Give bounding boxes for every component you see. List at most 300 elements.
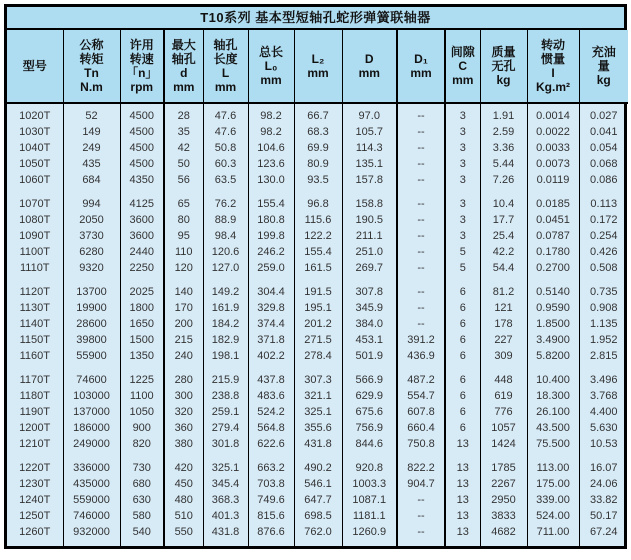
table-row [7, 228, 628, 244]
cell: 307.3 [294, 372, 342, 388]
cell: 0.054 [579, 140, 628, 156]
cell: 13 [445, 508, 480, 524]
cell: 1.135 [579, 316, 628, 332]
cell: 13 [445, 524, 480, 540]
cell: 50.8 [203, 140, 248, 156]
cell: 120.6 [203, 244, 248, 260]
cell: 68.3 [294, 124, 342, 140]
cell: -- [397, 284, 445, 300]
cell: 566.9 [342, 372, 397, 388]
cell: 360 [164, 420, 203, 436]
cell: 711.00 [527, 524, 579, 540]
column-header: 型号 [7, 30, 63, 103]
table-row [7, 404, 628, 420]
cell: 391.2 [397, 332, 445, 348]
cell: 249 [63, 140, 120, 156]
cell: 932000 [63, 524, 120, 540]
cell: 1220T [19, 462, 51, 474]
cell: 629.9 [342, 388, 397, 404]
cell: 371.8 [248, 332, 294, 348]
cell: 26.100 [527, 404, 579, 420]
cell: 3 [445, 124, 480, 140]
cell: 480 [164, 492, 203, 508]
cell: 6 [445, 300, 480, 316]
cell: 50 [164, 156, 203, 172]
cell: 42 [164, 140, 203, 156]
cell: 0.027 [579, 108, 628, 124]
cell: 1180T [19, 390, 50, 402]
table-row [7, 420, 628, 436]
cell: 1140T [19, 318, 50, 330]
cell: 0.2700 [527, 260, 579, 276]
cell: 13 [445, 460, 480, 476]
cell: 2440 [120, 244, 164, 260]
cell: -- [397, 508, 445, 524]
cell: 10.4 [480, 196, 527, 212]
cell: 1003.3 [342, 476, 397, 492]
cell: 6 [445, 388, 480, 404]
cell: 5 [445, 244, 480, 260]
cell: 345.4 [203, 476, 248, 492]
cell: 76.2 [203, 196, 248, 212]
cell: -- [397, 108, 445, 124]
cell: 680 [120, 476, 164, 492]
cell: 259.1 [203, 404, 248, 420]
cell: 1100 [120, 388, 164, 404]
cell: 110 [164, 244, 203, 260]
cell: 309 [480, 348, 527, 364]
cell: 259.0 [248, 260, 294, 276]
cell: 355.6 [294, 420, 342, 436]
cell: 80.9 [294, 156, 342, 172]
cell: 6 [445, 404, 480, 420]
cell: 776 [480, 404, 527, 420]
cell: 1090T [19, 230, 51, 242]
cell: 0.086 [579, 172, 628, 188]
cell: 524.00 [527, 508, 579, 524]
cell: 238.8 [203, 388, 248, 404]
cell: 1057 [480, 420, 527, 436]
table-row [7, 156, 628, 172]
table-row [7, 476, 628, 492]
cell: 25.4 [480, 228, 527, 244]
table-row [7, 508, 628, 524]
cell: 0.254 [579, 228, 628, 244]
cell: 904.7 [397, 476, 445, 492]
cell: 2950 [480, 492, 527, 508]
cell: 420 [164, 460, 203, 476]
cell: 184.2 [203, 316, 248, 332]
cell: 13 [445, 436, 480, 452]
cell: 278.4 [294, 348, 342, 364]
cell: 2025 [120, 284, 164, 300]
cell: 155.4 [248, 196, 294, 212]
cell: 56 [164, 172, 203, 188]
cell: -- [397, 316, 445, 332]
cell: 7.26 [480, 172, 527, 188]
cell: 844.6 [342, 436, 397, 452]
cell: 195.1 [294, 300, 342, 316]
table-title: T10系列 基本型短轴孔蛇形弹簧联轴器 [7, 7, 624, 30]
spec-table-frame [4, 4, 627, 549]
cell: 1100T [19, 246, 50, 258]
cell: 1160T [19, 350, 50, 362]
cell: 1120T [19, 286, 50, 298]
cell: 161.9 [203, 300, 248, 316]
cell: 200 [164, 316, 203, 332]
cell: 0.172 [579, 212, 628, 228]
cell: 1260.9 [342, 524, 397, 540]
cell: 339.00 [527, 492, 579, 508]
cell: 1130T [19, 302, 50, 314]
cell: 135.1 [342, 156, 397, 172]
cell: 622.6 [248, 436, 294, 452]
cell: 3.496 [579, 372, 628, 388]
cell: 4500 [120, 156, 164, 172]
cell: 660.4 [397, 420, 445, 436]
column-header: 质量 无孔 kg [480, 30, 527, 103]
cell: 698.5 [294, 508, 342, 524]
cell: 13 [445, 492, 480, 508]
cell: 384.0 [342, 316, 397, 332]
cell: -- [397, 212, 445, 228]
table-row [7, 172, 628, 188]
cell: 105.7 [342, 124, 397, 140]
cell: 1190T [19, 406, 50, 418]
cell: 9320 [63, 260, 120, 276]
cell: 325.1 [294, 404, 342, 420]
cell: 630 [120, 492, 164, 508]
cell: 554.7 [397, 388, 445, 404]
cell: 0.508 [579, 260, 628, 276]
cell: 448 [480, 372, 527, 388]
cell: 1070T [19, 198, 51, 210]
column-header: 转动 惯量 I Kg.m² [527, 30, 579, 103]
cell: 300 [164, 388, 203, 404]
column-header: 许用 转速 「n」 rpm [120, 30, 164, 103]
cell: 16.07 [579, 460, 628, 476]
group-gap [7, 188, 628, 196]
table-row [7, 260, 628, 276]
cell: 149.2 [203, 284, 248, 300]
cell: 4.400 [579, 404, 628, 420]
table-row [7, 300, 628, 316]
cell: 1060T [19, 174, 51, 186]
cell: 0.0451 [527, 212, 579, 228]
cell: 95 [164, 228, 203, 244]
cell: 43.500 [527, 420, 579, 436]
cell: -- [397, 228, 445, 244]
cell: -- [397, 260, 445, 276]
cell: 431.8 [203, 524, 248, 540]
cell: 4500 [120, 108, 164, 124]
cell: 10.53 [579, 436, 628, 452]
column-header: 间隙 C mm [445, 30, 480, 103]
cell: 28600 [63, 316, 120, 332]
cell: 1210T [19, 438, 51, 450]
table-row [7, 524, 628, 540]
cell: 127.0 [203, 260, 248, 276]
cell: 1181.1 [342, 508, 397, 524]
cell: 1500 [120, 332, 164, 348]
cell: 227 [480, 332, 527, 348]
table-row [7, 460, 628, 476]
cell: 490.2 [294, 460, 342, 476]
cell: 97.0 [342, 108, 397, 124]
cell: 3 [445, 108, 480, 124]
cell: 663.2 [248, 460, 294, 476]
cell: 93.5 [294, 172, 342, 188]
table-row [7, 244, 628, 260]
cell: 2050 [63, 212, 120, 228]
cell: 321.1 [294, 388, 342, 404]
cell: 1.952 [579, 332, 628, 348]
cell: 170 [164, 300, 203, 316]
cell: 75.500 [527, 436, 579, 452]
spec-table [7, 30, 628, 546]
cell: 113.00 [527, 460, 579, 476]
cell: 33.82 [579, 492, 628, 508]
cell: 1150T [19, 334, 50, 346]
cell: 5.44 [480, 156, 527, 172]
cell: 0.5140 [527, 284, 579, 300]
cell: 0.041 [579, 124, 628, 140]
column-header: D mm [342, 30, 397, 103]
cell: 647.7 [294, 492, 342, 508]
cell: 269.7 [342, 260, 397, 276]
cell: 182.9 [203, 332, 248, 348]
table-row [7, 212, 628, 228]
table-row [7, 284, 628, 300]
cell: 301.8 [203, 436, 248, 452]
cell: 249000 [63, 436, 120, 452]
column-header: D₁ mm [397, 30, 445, 103]
cell: 501.9 [342, 348, 397, 364]
cell: 325.1 [203, 460, 248, 476]
cell: 3 [445, 228, 480, 244]
cell: 3.4900 [527, 332, 579, 348]
cell: 5 [445, 260, 480, 276]
cell: 191.5 [294, 284, 342, 300]
cell: 559000 [63, 492, 120, 508]
group-gap [7, 364, 628, 372]
cell: 749.6 [248, 492, 294, 508]
cell: 822.2 [397, 460, 445, 476]
cell: -- [397, 156, 445, 172]
table-row [7, 388, 628, 404]
cell: 524.2 [248, 404, 294, 420]
cell: 619 [480, 388, 527, 404]
cell: 157.8 [342, 172, 397, 188]
column-header: 公称 转矩 Tn N.m [63, 30, 120, 103]
cell: -- [397, 524, 445, 540]
cell: 0.735 [579, 284, 628, 300]
cell: 0.9590 [527, 300, 579, 316]
cell: 215 [164, 332, 203, 348]
table-row [7, 196, 628, 212]
cell: 114.3 [342, 140, 397, 156]
cell: 104.6 [248, 140, 294, 156]
cell: 431.8 [294, 436, 342, 452]
cell: 50.17 [579, 508, 628, 524]
cell: 756.9 [342, 420, 397, 436]
cell: 251.0 [342, 244, 397, 260]
column-header: 充油 量 kg [579, 30, 628, 103]
cell: 115.6 [294, 212, 342, 228]
cell: 746000 [63, 508, 120, 524]
cell: 1020T [19, 110, 51, 122]
table-row [7, 348, 628, 364]
cell: 178 [480, 316, 527, 332]
cell: 1650 [120, 316, 164, 332]
cell: 1350 [120, 348, 164, 364]
cell: 103000 [63, 388, 120, 404]
cell: 483.6 [248, 388, 294, 404]
cell: 453.1 [342, 332, 397, 348]
cell: 4500 [120, 124, 164, 140]
cell: 374.4 [248, 316, 294, 332]
cell: 550 [164, 524, 203, 540]
cell: 246.2 [248, 244, 294, 260]
cell: 546.1 [294, 476, 342, 492]
cell: 336000 [63, 460, 120, 476]
cell: 28 [164, 108, 203, 124]
cell: 161.5 [294, 260, 342, 276]
cell: 304.4 [248, 284, 294, 300]
cell: 1250T [19, 510, 51, 522]
cell: 2267 [480, 476, 527, 492]
cell: 307.8 [342, 284, 397, 300]
table-row [7, 372, 628, 388]
cell: 0.0022 [527, 124, 579, 140]
cell: 0.068 [579, 156, 628, 172]
cell: 3833 [480, 508, 527, 524]
cell: 2.815 [579, 348, 628, 364]
cell: 1040T [19, 142, 51, 154]
table-row [7, 332, 628, 348]
column-header: 最大 轴孔 d mm [164, 30, 203, 103]
cell: 271.5 [294, 332, 342, 348]
cell: 180.8 [248, 212, 294, 228]
cell: 4350 [120, 172, 164, 188]
cell: 0.0787 [527, 228, 579, 244]
cell: 74600 [63, 372, 120, 388]
cell: 215.9 [203, 372, 248, 388]
table-body [7, 103, 628, 546]
cell: 137000 [63, 404, 120, 420]
cell: -- [397, 140, 445, 156]
cell: 900 [120, 420, 164, 436]
cell: 13700 [63, 284, 120, 300]
cell: 2.59 [480, 124, 527, 140]
cell: 240 [164, 348, 203, 364]
cell: 47.6 [203, 108, 248, 124]
cell: 69.9 [294, 140, 342, 156]
cell: 81.2 [480, 284, 527, 300]
group-gap [7, 540, 628, 546]
cell: 329.8 [248, 300, 294, 316]
cell: 13 [445, 476, 480, 492]
cell: -- [397, 172, 445, 188]
cell: 5.630 [579, 420, 628, 436]
cell: 2250 [120, 260, 164, 276]
column-header: L₂ mm [294, 30, 342, 103]
cell: 80 [164, 212, 203, 228]
table-row [7, 436, 628, 452]
cell: 54.4 [480, 260, 527, 276]
cell: 3600 [120, 228, 164, 244]
cell: 140 [164, 284, 203, 300]
cell: 279.4 [203, 420, 248, 436]
cell: 5.8200 [527, 348, 579, 364]
cell: -- [397, 124, 445, 140]
cell: 3 [445, 196, 480, 212]
cell: 60.3 [203, 156, 248, 172]
cell: 6280 [63, 244, 120, 260]
cell: 564.8 [248, 420, 294, 436]
table-row [7, 124, 628, 140]
cell: 24.06 [579, 476, 628, 492]
cell: 0.113 [579, 196, 628, 212]
cell: 820 [120, 436, 164, 452]
cell: 201.2 [294, 316, 342, 332]
cell: 580 [120, 508, 164, 524]
cell: 1110T [19, 262, 50, 274]
cell: 4500 [120, 140, 164, 156]
cell: 684 [63, 172, 120, 188]
table-row [7, 492, 628, 508]
cell: 1800 [120, 300, 164, 316]
cell: 211.1 [342, 228, 397, 244]
cell: 920.8 [342, 460, 397, 476]
cell: 6 [445, 420, 480, 436]
cell: 487.2 [397, 372, 445, 388]
group-gap [7, 276, 628, 284]
cell: 1200T [19, 422, 51, 434]
cell: 762.0 [294, 524, 342, 540]
cell: 1087.1 [342, 492, 397, 508]
table-row [7, 108, 628, 124]
cell: 876.6 [248, 524, 294, 540]
cell: 6 [445, 316, 480, 332]
cell: 994 [63, 196, 120, 212]
cell: 122.2 [294, 228, 342, 244]
cell: 35 [164, 124, 203, 140]
cell: 190.5 [342, 212, 397, 228]
cell: 1170T [19, 374, 50, 386]
cell: 39800 [63, 332, 120, 348]
cell: 1050 [120, 404, 164, 420]
cell: 3 [445, 140, 480, 156]
cell: 1030T [19, 126, 51, 138]
cell: 19900 [63, 300, 120, 316]
table-row [7, 140, 628, 156]
cell: 55900 [63, 348, 120, 364]
cell: 1225 [120, 372, 164, 388]
cell: 1.91 [480, 108, 527, 124]
cell: 1230T [19, 478, 51, 490]
cell: 18.300 [527, 388, 579, 404]
cell: 4125 [120, 196, 164, 212]
cell: 10.400 [527, 372, 579, 388]
cell: 63.5 [203, 172, 248, 188]
cell: 540 [120, 524, 164, 540]
cell: 96.8 [294, 196, 342, 212]
cell: 130.0 [248, 172, 294, 188]
cell: 3 [445, 156, 480, 172]
column-header: 轴孔 长度 L mm [203, 30, 248, 103]
cell: 123.6 [248, 156, 294, 172]
